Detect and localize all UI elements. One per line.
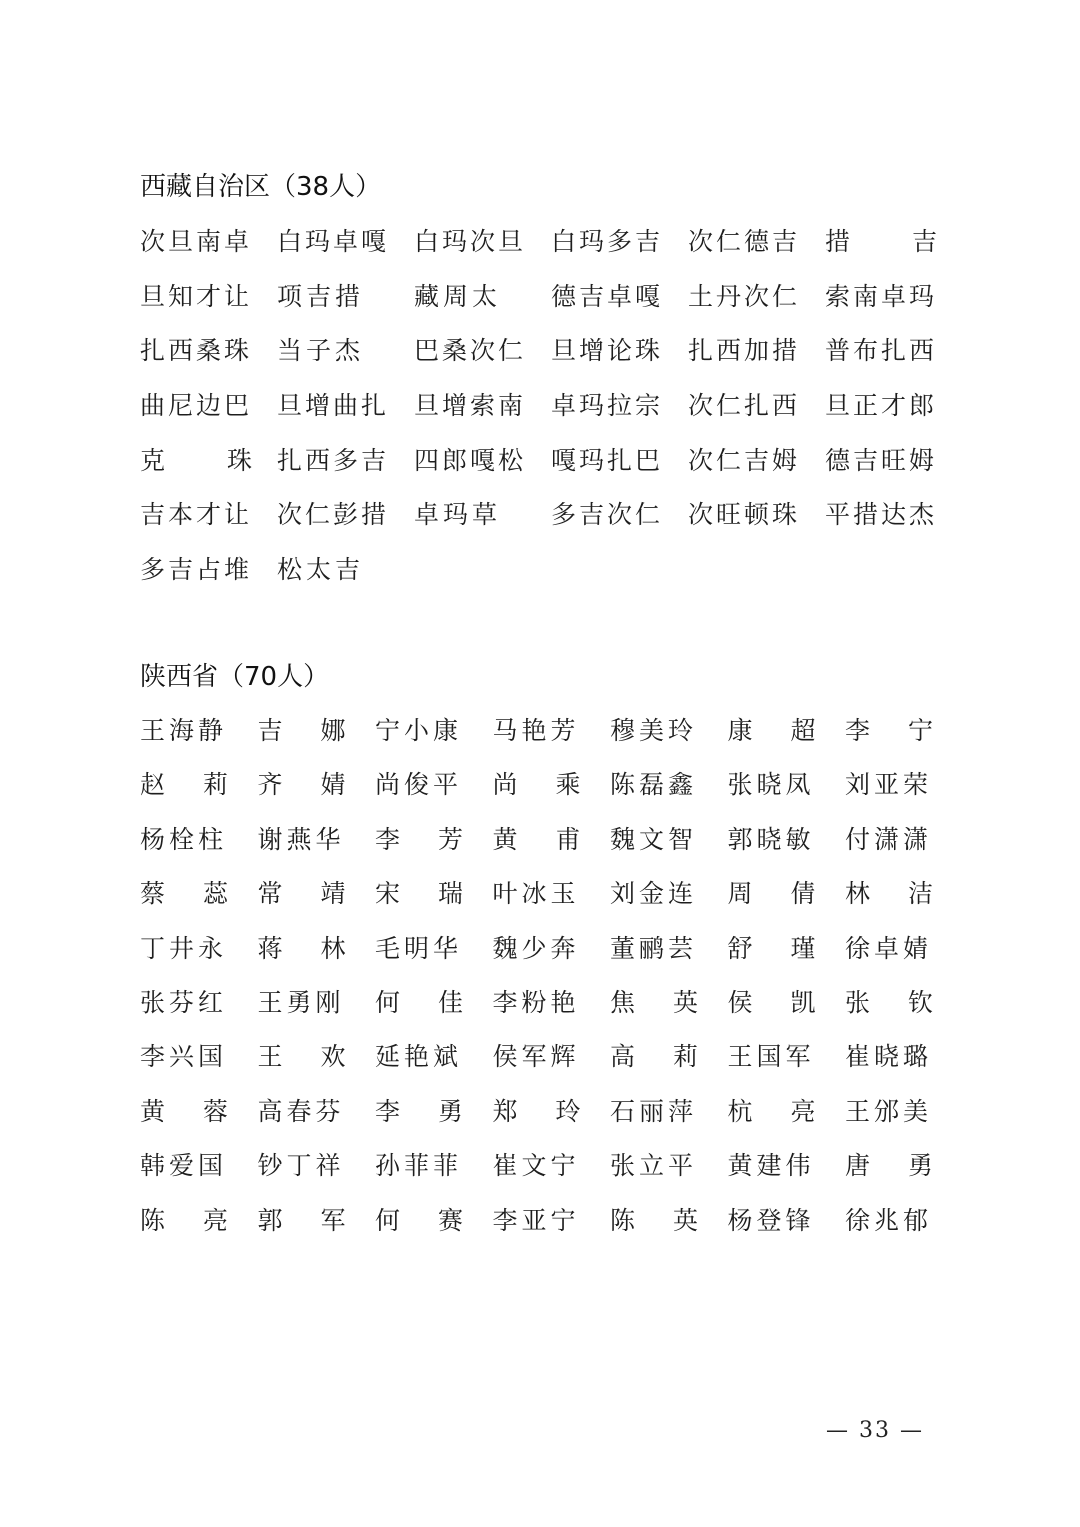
name-entry: 张晓凤 [727, 770, 815, 800]
name-entry: 次仁吉姆 [688, 445, 801, 475]
name-entry: 当子杰 [277, 336, 365, 366]
name-entry [845, 876, 933, 930]
name-char: 欢 [320, 1042, 346, 1072]
name-entry: 李亚宁 [492, 1205, 580, 1235]
name-entry: 索南卓玛 [825, 281, 938, 311]
name-char: 杭 [727, 1096, 753, 1126]
name-entry [258, 767, 346, 821]
name-entry: 付潇潇 [845, 824, 933, 854]
name-char: 乘 [555, 770, 581, 800]
name-entry [375, 1203, 463, 1257]
name-entry: 旦增论珠 [551, 336, 664, 366]
name-char: 娜 [320, 716, 346, 745]
name-entry: 卓玛草 [414, 500, 502, 530]
name-entry: 丁井永 [140, 933, 228, 963]
name-char: 赵 [140, 770, 166, 800]
name-entry: 马艳芳 [492, 716, 580, 745]
name-entry: 叶冰玉 [492, 879, 580, 909]
name-char: 勇 [907, 1151, 933, 1181]
name-entry: 白玛多吉 [551, 227, 664, 256]
name-entry: 刘亚荣 [845, 770, 933, 800]
name-entry: 王海静 [140, 716, 228, 745]
name-char: 靖 [320, 879, 346, 909]
name-char: 焦 [610, 987, 636, 1017]
name-char: 莉 [202, 770, 228, 800]
name-entry: 藏周太 [414, 281, 502, 311]
name-entry [493, 822, 581, 876]
name-entry: 王邠美 [845, 1096, 933, 1126]
name-entry: 次旦南卓 [140, 227, 253, 256]
name-entry: 杨登锋 [727, 1205, 815, 1235]
name-entry [258, 1203, 346, 1257]
name-char: 蕊 [202, 879, 228, 909]
section-title-shaanxi: 陕西省（70人） [140, 662, 330, 692]
name-char: 黄 [492, 824, 518, 854]
name-entry: 杨栓柱 [140, 824, 228, 854]
name-char: 吉 [911, 227, 937, 256]
name-char: 郭 [257, 1205, 283, 1235]
name-entry: 黄建伟 [727, 1151, 815, 1181]
name-entry [493, 767, 581, 821]
name-entry: 陈磊鑫 [610, 770, 698, 800]
name-entry: 刘金连 [610, 879, 698, 909]
name-char: 高 [610, 1042, 636, 1072]
name-entry: 旦知才让 [140, 281, 253, 311]
name-entry [375, 876, 463, 930]
name-char: 勇 [437, 1096, 463, 1126]
name-entry: 王勇刚 [257, 987, 345, 1017]
name-char: 克 [140, 445, 166, 475]
name-char: 康 [727, 716, 753, 745]
name-char: 亮 [790, 1096, 816, 1126]
name-entry: 崔晓璐 [845, 1042, 933, 1072]
name-entry: 李粉艳 [492, 987, 580, 1017]
name-entry [258, 876, 346, 930]
name-char: 婧 [320, 770, 346, 800]
name-entry: 德吉卓嘎 [551, 281, 664, 311]
name-entry: 白玛卓嘎 [277, 227, 390, 256]
name-entry: 高春芬 [257, 1096, 345, 1126]
name-char: 林 [845, 879, 871, 909]
name-entry: 钞丁祥 [257, 1151, 345, 1181]
name-entry: 卓玛拉宗 [551, 391, 664, 421]
name-entry: 石丽萍 [610, 1096, 698, 1126]
name-entry [728, 1094, 816, 1148]
section-title-tibet: 西藏自治区（38人） [140, 172, 382, 202]
name-entry: 李兴国 [140, 1042, 228, 1072]
name-char: 何 [375, 987, 401, 1017]
name-entry [258, 1039, 346, 1093]
name-entry: 曲尼边巴 [140, 391, 253, 421]
page-number: — 33 — [826, 1418, 924, 1443]
name-entry [845, 713, 933, 767]
name-char: 张 [845, 987, 871, 1017]
name-char: 瑾 [790, 933, 816, 963]
name-grid-tibet [140, 224, 962, 607]
name-entry: 四郎嘎松 [414, 445, 527, 475]
name-char: 莉 [672, 1042, 698, 1072]
name-entry: 次仁扎西 [688, 391, 801, 421]
name-entry: 宁小康 [375, 716, 463, 745]
name-entry: 穆美玲 [610, 716, 698, 745]
name-entry: 侯军辉 [492, 1042, 580, 1072]
name-char: 军 [320, 1205, 346, 1235]
name-char: 何 [375, 1205, 401, 1235]
name-entry: 普布扎西 [825, 336, 938, 366]
name-entry: 魏少奔 [492, 933, 580, 963]
name-entry: 旦增曲扎 [277, 391, 390, 421]
name-char: 王 [257, 1042, 283, 1072]
name-char: 黄 [140, 1096, 166, 1126]
name-entry [140, 443, 252, 498]
name-entry [728, 931, 816, 985]
name-entry: 魏文智 [610, 824, 698, 854]
name-char: 瑞 [437, 879, 463, 909]
name-char: 宋 [375, 879, 401, 909]
name-char: 珠 [226, 445, 252, 475]
name-entry: 徐兆郁 [845, 1205, 933, 1235]
name-char: 佳 [437, 987, 463, 1017]
name-entry: 扎西加措 [688, 336, 801, 366]
name-char: 倩 [790, 879, 816, 909]
name-char: 宁 [907, 716, 933, 745]
name-entry: 多吉次仁 [551, 500, 664, 530]
name-char: 林 [320, 933, 346, 963]
name-entry: 旦正才郎 [825, 391, 938, 421]
name-entry: 延艳斌 [375, 1042, 463, 1072]
name-entry [728, 985, 816, 1039]
name-char: 吉 [257, 716, 283, 745]
name-entry: 土丹次仁 [688, 281, 801, 311]
name-entry [825, 224, 937, 279]
name-entry: 多吉占堆 [140, 555, 253, 585]
name-char: 李 [375, 1096, 401, 1126]
name-char: 李 [845, 716, 871, 745]
name-entry: 张立平 [610, 1151, 698, 1181]
name-entry [845, 1148, 933, 1202]
name-entry: 次旺顿珠 [688, 500, 801, 530]
name-entry [610, 1203, 698, 1257]
name-char: 钦 [907, 987, 933, 1017]
name-char: 陈 [610, 1205, 636, 1235]
name-entry: 王国军 [727, 1042, 815, 1072]
name-char: 常 [257, 879, 283, 909]
name-entry [140, 1094, 228, 1148]
name-entry: 德吉旺姆 [825, 445, 938, 475]
name-char: 玲 [555, 1096, 581, 1126]
name-char: 周 [727, 879, 753, 909]
name-char: 郑 [492, 1096, 518, 1126]
name-entry: 尚俊平 [375, 770, 463, 800]
name-char: 侯 [727, 987, 753, 1017]
name-char: 措 [825, 227, 851, 256]
name-entry: 扎西多吉 [277, 445, 390, 475]
name-entry [375, 822, 463, 876]
name-entry [140, 767, 228, 821]
name-entry: 项吉措 [277, 281, 365, 311]
name-char: 齐 [257, 770, 283, 800]
name-entry: 孙菲菲 [375, 1151, 463, 1181]
name-entry [610, 1039, 698, 1093]
name-char: 蒋 [257, 933, 283, 963]
name-entry: 巴桑次仁 [414, 336, 527, 366]
name-char: 凯 [790, 987, 816, 1017]
name-entry: 松太吉 [277, 555, 365, 585]
name-entry: 徐卓婧 [845, 933, 933, 963]
name-entry [375, 1094, 463, 1148]
name-entry: 次仁德吉 [688, 227, 801, 256]
name-entry: 董鹂芸 [610, 933, 698, 963]
name-char: 李 [375, 824, 401, 854]
name-entry: 崔文宁 [492, 1151, 580, 1181]
name-char: 唐 [845, 1151, 871, 1181]
name-entry: 扎西桑珠 [140, 336, 253, 366]
name-entry [140, 876, 228, 930]
name-entry [728, 713, 816, 767]
name-entry: 平措达杰 [825, 500, 938, 530]
name-char: 甫 [555, 824, 581, 854]
name-entry [845, 985, 933, 1039]
name-char: 芳 [437, 824, 463, 854]
name-entry [610, 985, 698, 1039]
name-entry: 谢燕华 [257, 824, 345, 854]
name-char: 亮 [202, 1205, 228, 1235]
name-entry: 郭晓敏 [727, 824, 815, 854]
name-entry: 白玛次旦 [414, 227, 527, 256]
name-entry: 吉本才让 [140, 500, 253, 530]
name-entry: 张芬红 [140, 987, 228, 1017]
name-grid-shaanxi [140, 713, 963, 1257]
name-entry: 旦增索南 [414, 391, 527, 421]
name-entry [258, 931, 346, 985]
name-entry [258, 713, 346, 767]
name-entry: 嘎玛扎巴 [551, 445, 664, 475]
name-entry: 毛明华 [375, 933, 463, 963]
name-entry [140, 1203, 228, 1257]
name-char: 洁 [907, 879, 933, 909]
name-char: 蓉 [202, 1096, 228, 1126]
name-entry [375, 985, 463, 1039]
name-char: 陈 [140, 1205, 166, 1235]
name-entry: 次仁彭措 [277, 500, 390, 530]
name-char: 蔡 [140, 879, 166, 909]
name-entry [728, 876, 816, 930]
name-char: 英 [672, 1205, 698, 1235]
name-entry [493, 1094, 581, 1148]
name-char: 英 [672, 987, 698, 1017]
name-char: 舒 [727, 933, 753, 963]
name-entry: 韩爱国 [140, 1151, 228, 1181]
name-char: 超 [790, 716, 816, 745]
name-char: 赛 [437, 1205, 463, 1235]
name-char: 尚 [492, 770, 518, 800]
